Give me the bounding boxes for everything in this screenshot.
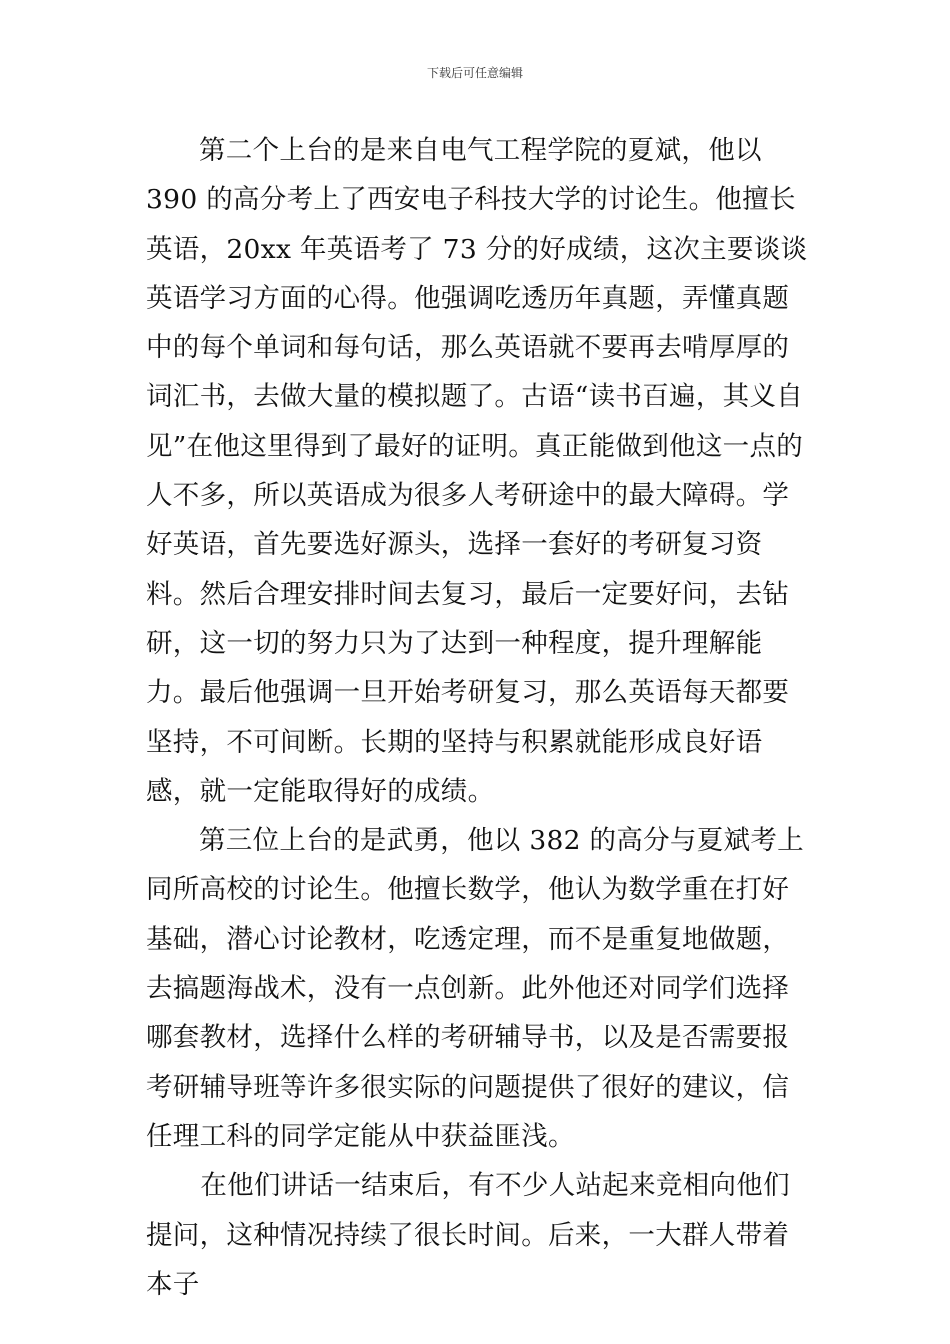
paragraph-2: 第三位上台的是武勇，他以 382 的高分与夏斌考上同所高校的讨论生。他擅长数学，他认为数学重在打好基础，潜心讨论教材，吃透定理，而不是重复地做题，去搞题海战术，没有一点创新。此外他还对同学们选择哪套教材，选择什么样的考研辅导书，以及是否需要报考研辅导班等许多很实际的问题提供了很好的建议，信任理工科的同学定能从中获益匪浅。 (146, 825, 804, 1152)
paragraph-1: 第二个上台的是来自电气工程学院的夏斌，他以 390 的高分考上了西安电子科技大学的讨论生。他擅长英语，20xx 年英语考了 73 分的好成绩，这次主要谈谈英语学习方面的心得。他强调吃透历年真题，弄懂真题中的每个单词和每句话，那么英语就不要再去啃厚厚的词汇书，去做大量的模拟题了。古语“读书百遍，其义自见”在他这里得到了最好的证明。真正能做到他这一点的人不多，所以英语成为很多人考研途中的最大障碍。学好英语，首先要选好源头，选择一套好的考研复习资料。然后合理安排时间去复习，最后一定要好问，去钻研，这一切的努力只为了达到一种程度，提升理解能力。最后他强调一旦开始考研复习，那么英语每天都要坚持，不可间断。长期的坚持与积累就能形成良好语感，就一定能取得好的成绩。 (146, 135, 808, 807)
paragraph-3: 在他们讲话一结束后，有不少人站起来竞相向他们提问，这种情况持续了很长时间。后来，一大群人带着本子 (146, 1170, 790, 1300)
document-body (146, 126, 812, 1309)
page-header: 下载后可任意编辑 (426, 66, 523, 80)
